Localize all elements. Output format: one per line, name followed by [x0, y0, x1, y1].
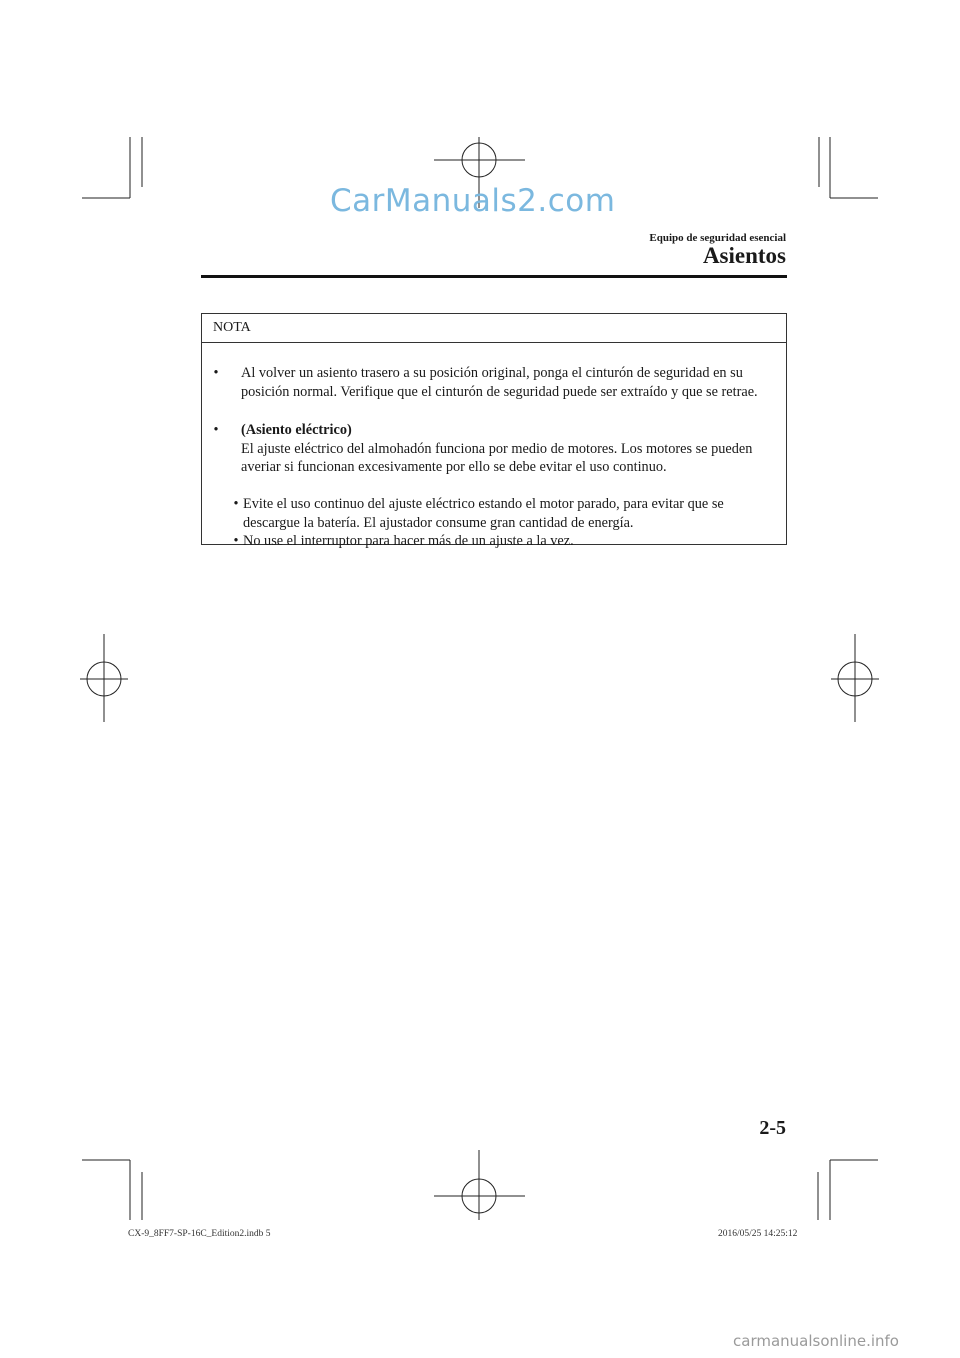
note-subitem-text: Evite el uso continuo del ajuste eléctrico estando el motor parado, para evitar que se descargue la batería. El ajustador consume gran cantidad de energía.: [243, 496, 724, 531]
chapter-title: Asientos: [702, 243, 786, 268]
note-subitem-text: No use el interruptor para hacer más de un ajuste a la vez.: [243, 533, 574, 549]
bullet-icon: •: [213, 422, 219, 438]
bullet-icon: •: [233, 496, 239, 512]
date-info: 2016/05/25 14:25:12: [718, 1229, 798, 1239]
note-item-text: Al volver un asiento trasero a su posición original, ponga el cinturón de seguridad en su posición normal. Verifique que el cinturón de seguridad puede ser extraído y que se retrae.: [241, 365, 758, 400]
note-box: [201, 313, 787, 549]
file-info: CX-9_8FF7-SP-16C_Edition2.indb 5: [128, 1229, 271, 1239]
note-header: [202, 314, 786, 343]
watermark-logo: CarManuals2.com: [330, 183, 616, 219]
page-number: 2-5: [759, 1117, 786, 1139]
note-subitem: [231, 532, 776, 551]
note-title: NOTA: [213, 320, 251, 335]
footer-watermark: carmanualsonline.info: [733, 1332, 899, 1350]
note-item: [211, 364, 773, 401]
note-item: [211, 421, 773, 477]
note-subitem: [231, 495, 776, 532]
bullet-icon: •: [213, 365, 219, 381]
note-item-heading: (Asiento eléctrico): [241, 422, 352, 438]
bullet-icon: •: [233, 533, 239, 549]
note-item-text: El ajuste eléctrico del almohadón funciona por medio de motores. Los motores se pueden averiar si funcionan excesivamente por ello se debe evitar el uso continuo.: [241, 440, 753, 475]
header-rule: [201, 275, 787, 278]
section-label: Equipo de seguridad esencial: [649, 232, 786, 244]
